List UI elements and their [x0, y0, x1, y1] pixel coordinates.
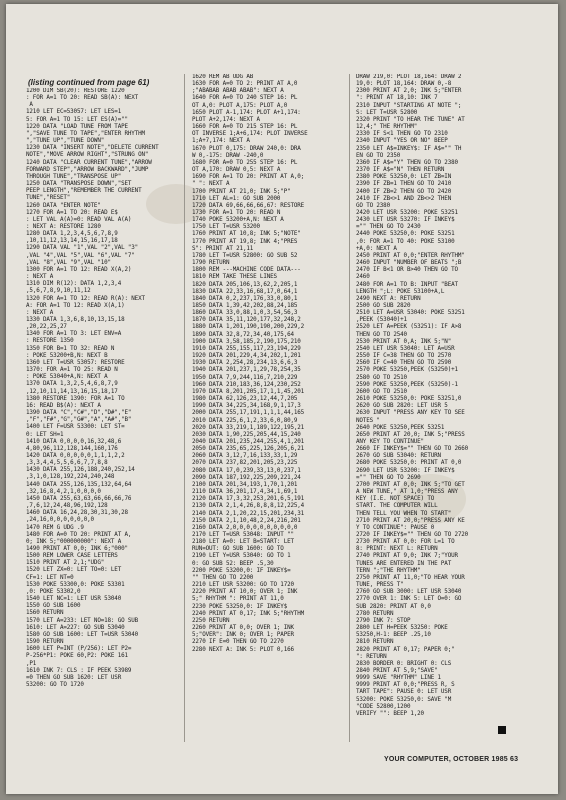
listing-line: ,0: FOR A=1 TO 40: POKE 53100: [356, 238, 455, 245]
listing-line: 1980 DATA 62,126,23,12,44,7,205: [192, 396, 298, 403]
listing-line: CF=1: LET NT=0: [26, 574, 74, 581]
listing-line: 2410 IF ZB<>1 AND ZB<>2 THEN: [356, 195, 452, 202]
listing-line: 1490 PRINT AT 0,0; INK 6;"000": [26, 546, 128, 552]
listing-line: 1220 DATA "LOAD TUNE FROM TAPE: [26, 123, 128, 130]
listing-line: ,3,1,0,128,192,224,240,248: [26, 474, 115, 481]
listing-line: "CODE 52800,1200: [356, 703, 411, 710]
listing-line: 2840 PRINT AT 5,9;"SAVE": [356, 667, 438, 674]
listing-line: 2130 DATA 2,1,4,26,8,8,8,12,225,4: [192, 503, 305, 510]
listing-line: 2110 DATA 36,201,17,4,34,1,69,1: [192, 489, 298, 496]
listing-line: : POKE 53200+B,N: NEXT B: [26, 352, 108, 359]
listing-line: P-256*P1: POKE 60,P2: POKE 161: [26, 653, 128, 660]
listing-line: 2700 PRINT AT 0,0; INK 5;"TO GET: [356, 481, 465, 488]
listing-line: 2310 INPUT "STARTING AT NOTE ";: [356, 102, 462, 109]
listing-line: 1370 DATA 1,3,2,5,4,6,8,7,9: [26, 381, 118, 388]
listing-line: 2320 PRINT "TO HEAR THE TUNE" AT: [356, 116, 465, 123]
listing-line: 2600 GO TO 2510: [356, 388, 407, 395]
listing-line: 2240 PRINT AT 0,17; INK 5;"RHYTHM: [192, 610, 305, 617]
listing-line: S": PRINT AT 21,11: [192, 245, 254, 252]
listing-line: 1390 DATA "C","C#","D","D#","E": [26, 410, 132, 417]
listing-line: 1720 DATA 69,66,66,66,67: RESTORE: [192, 202, 305, 209]
listing-line: 1320 FOR A=1 TO 12: READ R(A): NEXT: [26, 295, 145, 302]
column-divider: [349, 74, 350, 742]
listing-line: 1940 DATA 201,237,1,29,78,254,35: [192, 367, 301, 374]
column-divider: [184, 74, 185, 742]
listing-line: VERIFY "": BEEP 1,20: [356, 710, 424, 717]
listing-line: 2730 PRINT AT 0,0: FOR L=1 TO: [356, 539, 455, 546]
listing-line: 2710 PRINT AT 20,0;"PRESS ANY KE: [356, 517, 465, 524]
listing-line: 2010 DATA 225,6,1,2,33,6,0,80,9: [192, 417, 298, 424]
listing-line: 1660 FOR A=0 TO 215 STEP 16: PL: [192, 124, 298, 131]
listing-line: 5;"OVER": INK 0; OVER 1; PAPER: [192, 632, 294, 639]
listing-line: ,24,16,0,0,0,0,0,0,0: [26, 517, 94, 524]
listing-line: 1310 DIM R(12): DATA 1,2,3,4: [26, 281, 122, 288]
listing-line: 9999 PRINT AT 0,0;"PRESS R, S: [356, 682, 455, 689]
listing-line: "" THEN GO TO 2200: [192, 574, 254, 581]
listing-line: 1200 DIM SB(20): RESTORE 1220: [26, 88, 125, 94]
listing-line: GO TO 2380: [356, 202, 390, 209]
listing-line: EN GO TO 2350: [356, 152, 401, 159]
listing-line: ="" THEN GO TO 2690: [356, 474, 421, 481]
listing-line: 2810 RETURN: [356, 639, 394, 646]
listing-line: 1810 REM TAKE THESE LINES: [192, 274, 277, 281]
listing-line: 1950 DATA 7,9,244,116,7,210,229: [192, 374, 298, 381]
listing-line: 2100 DATA 201,34,193,1,70,1,201: [192, 481, 298, 488]
listing-line: 9999 SAVE "RHYTHM" LINE 1: [356, 675, 441, 682]
listing-line: 2120 DATA 17,3,32,253,201,6,5,191: [192, 496, 305, 503]
listing-line: 2210 LET USR 53200: GO TO 1720: [192, 582, 294, 589]
listing-line: 2250 RETURN: [192, 617, 230, 624]
listing-line: PLOT A+2,174: NEXT A: [192, 116, 260, 123]
listing-line: 2070 DATA 237,82,201,205,23,225: [192, 460, 298, 467]
listing-line: 1530 POKE 53300,0: POKE 53301: [26, 581, 125, 588]
listing-line: 1990 DATA 34,225,34,168,9,1,17,3: [192, 403, 301, 410]
listing-line: : POKE 53040+A,N: NEXT A: [26, 374, 108, 381]
listing-line: ","SAVE TUNE TO TAPE","ENTER RHYTHM: [26, 130, 145, 137]
listing-line: 1300 FOR A=1 TO 12: READ X(A,2): [26, 266, 132, 273]
listing-line: A: [26, 102, 33, 109]
listing-line: 2040 DATA 201,235,244,255,4,1,201: [192, 438, 305, 445]
listing-line: 1520 LET ZX=0: LET TO=0: LET: [26, 567, 122, 574]
listing-line: : FOR A=1 TO 20: READ SB(A): NEXT: [26, 95, 139, 102]
listing-line: ;"ABABAB ABAB ABAB": NEXT A: [192, 88, 284, 95]
listing-line: Y TO CONTINUE": PAUSE 0: [356, 524, 435, 531]
listing-line: 1330 DATA 1,3,6,8,10,13,15,18: [26, 317, 125, 323]
listing-line: ","TUNE UP","TUNE DOWN": [26, 138, 105, 145]
listing-line: 2330 IF S<1 THEN GO TO 2310: [356, 131, 448, 138]
listing-line: 2660 IF INKEY$="" THEN GO TO 2660: [356, 446, 469, 453]
listing-line: 2420 LET USR 53200: POKE 53251: [356, 209, 458, 216]
listing-line: 1690 FOR A=1 TO 20: PRINT AT A,0;: [192, 174, 305, 181]
listing-line: 2270 IF E=0 THEN GO TO 2270: [192, 639, 284, 646]
listing-line: 1210 LET EC=53057: LET LES=1: [26, 109, 122, 116]
listing-line: 2680 POKE 53250,0: PRINT AT 0,0: [356, 460, 462, 467]
listing-line: 1540 LET NC=1: LET USR 53040: [26, 596, 122, 603]
listing-line: 1360 LET T=USR 53057: RESTORE: [26, 359, 125, 366]
listing-line: 1280 DATA 1,2,3,4,5,6,7,8,9: [26, 231, 118, 238]
listing-line: OT INVERSE 1;A+6,174: PLOT INVERSE: [192, 131, 308, 138]
listing-line: 1680 FOR A=0 TO 255 STEP 16: PL: [192, 159, 298, 166]
listing-line: : NEXT A: [26, 309, 54, 316]
listing-line: 1250 DATA "TRANSPOSE DOWN","SET: [26, 181, 132, 188]
listing-line: 2590 POKE 53250,PEEK (53250)-1: [356, 381, 458, 388]
listing-line: 2630 INPUT "PRESS ANY KEY TO SEE: [356, 410, 465, 417]
listing-line: 2510 LET A=USR 53040: POKE 53251: [356, 310, 465, 317]
listing-line: 53250,H-1: BEEP .25,10: [356, 632, 431, 639]
listing-line: ,32,16,8,4,2,1,0,0,0,0: [26, 488, 101, 495]
listing-line: 2830 BORDER 0: BRIGHT 0: CLS: [356, 660, 452, 667]
listing-line: 1610 INK 7: CLS : IF PEEK 53989: [26, 667, 132, 674]
listing-line: 2380 POKE 53250,0: LET ZB=IN: [356, 174, 452, 181]
listing-line: 1560 RETURN: [26, 610, 64, 617]
listing-line: 1290 DATA VAL "1",VAL "2",VAL "3": [26, 245, 139, 252]
listing-line: 1610: LET A=227: GO SUB 53040: [26, 624, 125, 631]
listing-line: 1430 DATA 255,126,188,240,252,14: [26, 467, 135, 474]
listing-line: 0; INK 5;"000000000": NEXT A: [26, 538, 122, 545]
listing-line: 2180 LET A=0: LET B=START: LET: [192, 539, 294, 546]
listing-line: 1270 FOR A=1 TO 20: READ E$: [26, 209, 118, 216]
continued-note: (listing continued from page 61): [28, 78, 150, 87]
listing-line: 2030 DATA 1,90,225,205,44,15,240: [192, 431, 301, 438]
listing-line: ANY KEY TO CONTINUE": [356, 438, 424, 445]
listing-line: 1580 GO SUB 1600: LET T=USR 53040: [26, 631, 139, 638]
listing-line: 2540 LET USR 53040: LET A=USR: [356, 345, 455, 352]
listing-line: 2500 GO SUB 2820: [356, 303, 411, 309]
listing-line: NOTES ": [356, 417, 380, 424]
listing-line: 2160 DATA 2,0,0,0,0,0,0,0,0,0,0: [192, 524, 298, 531]
listing-line: 4,80,96,112,128,144,160,176: [26, 445, 118, 452]
listing-line: 1870 DATA 35,11,120,177,32,248,2: [192, 317, 301, 324]
listing-line: 2530 PRINT AT 0,A; INK 5;"N": [356, 338, 452, 345]
listing-line: ,5,6,7,8,9,10,11,12: [26, 288, 91, 295]
listing-line: 1600 LET P=INT (P/256): LET P2=: [26, 646, 132, 653]
listing-column-1: [26, 88, 176, 746]
listing-line: 2350 LET A$=INKEY$: IF A$="" TH: [356, 145, 462, 152]
listing-line: 1930 DATA 2,254,28,234,13,6,6,3: [192, 360, 298, 367]
listing-line: 1450 DATA 255,63,63,66,66,66,76: [26, 495, 132, 502]
listing-line: 2300 PRINT AT 2,0; INK 5;"ENTER: [356, 88, 462, 95]
listing-line: 1590 RETURN: [26, 639, 64, 646]
listing-line: 2750 PRINT AT 11,0;"TO HEAR YOUR: [356, 574, 465, 581]
listing-column-3: [356, 74, 516, 746]
listing-line: 1770 PRINT AT 19,8; INK 4;"PRES: [192, 238, 298, 245]
listing-line: ,10,11,12,13,14,15,16,17,18: [26, 238, 118, 245]
listing-line: ,3,3,4,4,5,5,6,6,7,7,8,8: [26, 460, 108, 467]
listing-line: SUB 2820: PRINT AT 0,0: [356, 603, 431, 610]
listing-line: ,12,10,11,14,13,16,15,18,17: [26, 388, 118, 395]
listing-line: 2790 INK 7: STOP: [356, 617, 411, 624]
listing-line: 2060 DATA 3,12,7,16,133,33,1,29: [192, 453, 298, 460]
listing-line: ,20,22,25,27: [26, 324, 67, 331]
listing-line: 2770 OVER 1: INK 5: LET O=0: GO: [356, 596, 462, 603]
listing-line: 2520 LET A=PEEK (53251): IF A>8: [356, 324, 462, 331]
listing-line: 2390 IF ZB=1 THEN GO TO 2410: [356, 181, 452, 188]
listing-line: 2280 NEXT A: INK 5: PLOT 0,166: [192, 646, 294, 653]
listing-line: : LET VAL A(A)=0: READ VAL A(A): [26, 216, 132, 223]
listing-line: 1880 DATA 1,201,190,190,200,229,2: [192, 324, 305, 331]
listing-line: S: LET T=USR 52800: [356, 109, 418, 116]
listing-line: 2570 POKE 53250,PEEK (53250)+1: [356, 367, 458, 374]
listing-line: 19,0: PLOT 18,164: DRAW 0,-8: [356, 81, 452, 88]
listing-line: 2580 GO TO 2510: [356, 374, 407, 381]
listing-line: 8: PRINT: NEXT L: RETURN: [356, 546, 438, 553]
listing-line: 1440 DATA 255,126,135,132,64,64: [26, 481, 132, 488]
listing-line: 1420 DATA 0,0,0,0,0,1,1,1,2,2: [26, 452, 125, 459]
listing-line: 1480 FOR A=0 TO 20: PRINT AT A,: [26, 531, 132, 538]
listing-line: 2050 DATA 235,65,225,126,205,6,21: [192, 446, 305, 453]
listing-line: 2370 IF A$="N" THEN RETURN: [356, 167, 445, 174]
listing-line: TUNE","RESET": [26, 195, 71, 202]
listing-line: 1630 FOR A=0 TO 2: PRINT AT A,0: [192, 81, 298, 88]
listing-line: PEEP LENGTH","REMEMBER THE CURRENT: [26, 188, 142, 195]
listing-line: 2440 POKE 53250,0: POKE 53251: [356, 231, 455, 238]
listing-line: DRAW 219,0: PLOT 18,164: DRAW 2: [356, 74, 462, 80]
listing-line: 2080 DATA 17,0,239,33,13,0,237,1: [192, 467, 301, 474]
listing-line: 2000 DATA 255,17,191,1,1,1,44,165: [192, 410, 305, 417]
listing-line: 1750 LET T=USR 53200: [192, 224, 260, 231]
listing-line: 1910 DATA 255,155,117,23,194,229: [192, 345, 301, 352]
listing-line: KEY (I.E. NOT SPACE) TO: [356, 496, 435, 503]
listing-line: NOTE","MOVE ARROW RIGHT","STRUNG ON": [26, 152, 149, 159]
listing-line: 1830 DATA 22,33,16,68,17,0,64,1: [192, 288, 298, 295]
listing-line: OT A,0: PLOT A,175: PLOT A,0: [192, 102, 288, 109]
listing-line: 1790 RETURN: [192, 260, 230, 267]
listing-line: 2170 LET T=USR 53048: INPUT "": [192, 532, 294, 538]
listing-line: 1510 PRINT AT 2,1;"UDG": [26, 560, 105, 567]
listing-line: 2490 NEXT A: RETURN: [356, 295, 421, 302]
listing-line: +A,0: NEXT A: [356, 245, 397, 252]
listing-line: A NEW TUNE," AT 1,0;"PRESS ANY: [356, 489, 458, 496]
end-of-listing-mark: [498, 726, 506, 734]
listing-line: 16: READ B$(A): NEXT A: [26, 402, 101, 409]
listing-line: 2550 IF C=38 THEN GO TO 2570: [356, 353, 452, 360]
listing-line: 1920 DATA 201,229,4,34,202,1,201: [192, 353, 301, 360]
listing-line: ,VAL "8",VAL "9",VAL "10": [26, 259, 111, 266]
listing-line: 1550 GO SUB 1600: [26, 603, 81, 610]
listing-line: 2610 POKE 53250,0: POKE 53251,0: [356, 396, 462, 403]
listing-line: 1410 DATA 0,0,0,0,16,32,48,6: [26, 438, 122, 445]
listing-line: 1640 FOR A=0 TO 240 STEP 16: PL: [192, 95, 298, 102]
listing-line: ="" THEN GO TO 2430: [356, 224, 421, 231]
listing-line: ": RETURN: [356, 653, 387, 660]
listing-line: 1500 REM LOWER CASE LETTERS: [26, 553, 118, 560]
listing-line: 2430 LET USR 53270: IF INKEY$: [356, 217, 455, 224]
listing-line: 1850 DATA 1,39,42,202,88,24,185: [192, 303, 298, 309]
listing-line: " ": NEXT A: [192, 181, 230, 188]
listing-line: 1890 DATA 32,8,72,34,40,175,64: [192, 331, 294, 338]
listing-line: 2020 DATA 33,219,1,189,122,195,21: [192, 424, 305, 431]
listing-line: 2780 RETURN: [356, 610, 394, 617]
listing-line: TERN ";"THE RHYTHM": [356, 567, 421, 574]
listing-line: 2670 GO SUB 53040: RETURN: [356, 453, 441, 460]
listing-line: 1740 POKE 53200+A,N: NEXT A: [192, 217, 284, 224]
listing-line: : RESTORE 1350: [26, 338, 74, 345]
listing-line: 1670 PLOT 0,175: DRAW 240,0: DRA: [192, 145, 301, 152]
listing-line: 1230 DATA "INSERT NOTE","DELETE CURRENT: [26, 145, 159, 152]
listing-line: : NEXT A: RESTORE 1280: [26, 223, 101, 230]
listing-line: 2800 LET H=PEEK 53250: POKE: [356, 625, 448, 632]
listing-line: 53200: POKE 53250,0: SAVE "M: [356, 696, 452, 703]
listing-line: 1350 FOR B=1 TO 32: READ N: [26, 345, 115, 352]
listing-line: 2400 IF ZB=2 THEN GO TO 2420: [356, 188, 452, 195]
listing-line: 2690 LET USR 53200: IF INKEY$: [356, 467, 455, 474]
listing-line: 1780 LET T=USR 52800: GO SUB 52: [192, 252, 298, 259]
listing-line: 1710 LET AL=1: GO SUB 2000: [192, 195, 281, 202]
listing-line: 1380 RESTORE 1390: FOR A=1 TO: [26, 395, 125, 402]
listing-line: TUNE, PRESS T": [356, 582, 404, 589]
listing-line: 1620 REM AB UDG AB: [192, 74, 254, 80]
listing-line: 1370: FOR A=1 TO 25: READ N: [26, 367, 118, 374]
listing-line: ,0: POKE 53302,0: [26, 588, 81, 595]
listing-line: TUNES ARE ENTERED IN THE PAT: [356, 560, 452, 567]
listing-line: 2760 GO SUB 3000: LET USR 53040: [356, 589, 462, 596]
listing-line: THROUGH TUNE","TRANSPOSE UP": [26, 173, 122, 180]
listing-line: 1900 DATA 3,58,185,2,190,175,210: [192, 338, 301, 345]
listing-line: 1;A+7,174: NEXT A: [192, 138, 250, 145]
listing-line: 2480 FOR A=1 TO B: INPUT "BEAT: [356, 281, 462, 288]
listing-line: 2650 PRINT AT 20,0; INK 5;"PRESS: [356, 431, 465, 438]
magazine-page: [6, 4, 558, 794]
listing-line: ,VAL "4",VAL "5",VAL "6",VAL "7": [26, 252, 135, 259]
listing-line: 2140 DATA 2,1,20,22,15,201,234,31: [192, 510, 305, 517]
listing-line: 2740 PRINT AT 9,0; INK 7;"YOUR: [356, 553, 458, 560]
listing-line: 0: GO SUB 52: BEEP .5,30: [192, 560, 274, 567]
listing-line: 1970 DATA 8,201,205,17,1,1,45,201: [192, 388, 305, 395]
listing-line: 1650 PLOT A-1,174: PLOT A+1,174:: [192, 109, 301, 116]
listing-line: 2460: [356, 274, 370, 281]
listing-line: 2470 IF B<1 OR B>40 THEN GO TO: [356, 267, 458, 274]
listing-line: W 0,-175: DRAW -240,0: [192, 152, 264, 159]
listing-line: 53200: GO TO 1720: [26, 681, 84, 688]
listing-line: 1240 DATA "CLEAR CURRENT TUNE","ARROW: [26, 159, 152, 166]
listing-line: 2460 INPUT "NUMBER OF BEATS ";B: [356, 260, 462, 267]
listing-line: 2200 POKE 53200,0: IF INKEY$=: [192, 567, 291, 574]
listing-line: 1340 FOR A=1 TO 3: LET ENV=A: [26, 331, 122, 338]
listing-line: 2450 PRINT AT 0,0;"ENTER RHYTHM": [356, 252, 465, 259]
listing-column-2: [192, 74, 344, 746]
listing-line: 2090 DATA 187,192,225,209,221,24: [192, 474, 301, 481]
listing-line: 1840 DATA 0,2,237,176,33,0,80,1: [192, 295, 298, 302]
listing-line: 1460 DATA 16,24,28,30,31,30,28: [26, 510, 128, 517]
listing-line: THEN GO TO 2540: [356, 331, 407, 338]
listing-line: 12,4;" THE RHYTHM": [356, 124, 418, 131]
listing-line: RUN=OUT: GO SUB 1600: GO TO: [192, 546, 284, 553]
listing-line: TART TAPE": PAUSE 0: LET USR: [356, 689, 452, 696]
listing-line: 2190 LET Y=USR 53040: GO TO 1: [192, 553, 291, 560]
listing-line: 2560 IF C=40 THEN GO TO 2590: [356, 360, 452, 367]
listing-line: 1700 PRINT AT 21,0; INK 5;"P": [192, 188, 291, 195]
listing-line: 1960 DATA 210,183,36,124,230,252: [192, 381, 301, 388]
listing-line: 1800 REM ---MACHINE CODE DATA---: [192, 267, 301, 274]
listing-line: START. THE COMPUTER WILL: [356, 503, 438, 510]
listing-line: 2220 PRINT AT 10,0; OVER 1; INK: [192, 589, 298, 596]
listing-line: 1470 REM G UDG .9: [26, 524, 84, 531]
listing-line: ,"F","F#","G","G#","A","A#","B": [26, 417, 132, 424]
listing-line: 1820 DATA 205,106,13,62,2,205,1: [192, 281, 298, 288]
listing-line: 1260 DATA "ENTER NOTE": [26, 202, 101, 209]
listing-line: A: FOR A=1 TO 12: READ X(A,1): [26, 302, 125, 309]
listing-line: 1860 DATA 33,0,88,1,0,3,54,56,3: [192, 310, 298, 317]
listing-line: THEN TELL YOU WHEN TO START": [356, 510, 452, 517]
listing-line: 5: FOR A=1 TO 15: LET ES(A)="": [26, 116, 128, 123]
listing-line: LENGTH ";L: POKE 53100+A,L: [356, 288, 445, 295]
listing-line: OT A,170: DRAW 0,5: NEXT A: [192, 167, 281, 174]
listing-line: 2230 POKE 53250,0: IF INKEY$: [192, 603, 288, 610]
listing-line: 1760 PRINT AT 10,8; INK 5;"NOTE": [192, 231, 301, 238]
listing-line: 1730 FOR A=1 TO 20: READ N: [192, 209, 281, 216]
listing-line: 2820 PRINT AT 0,17; PAPER 0;": [356, 646, 455, 653]
listing-line: : NEXT A: [26, 274, 54, 281]
listing-line: 2720 IF INKEY$="" THEN GO TO 2720: [356, 532, 469, 538]
listing-line: 1570 LET A=233: LET NO=18: GO SUB: [26, 617, 139, 624]
listing-line: FORWARD STEP","ARROW BACKWARD","JUMP: [26, 166, 149, 173]
listing-line: ,P1: [26, 660, 37, 667]
listing-line: 2260 PRINT AT 0,0; OVER 1; INK: [192, 625, 294, 632]
listing-line: ": PRINT AT 18,10: INK 7: [356, 95, 438, 102]
listing-line: 1400 LET F=USR 53300: LET ST=: [26, 424, 125, 431]
listing-line: 0: LET SH=1: [26, 431, 64, 438]
listing-line: =0 THEN GO SUB 1620: LET USR: [26, 674, 122, 681]
listing-line: ,PEEK (53040)+1: [356, 317, 407, 324]
page-footer: YOUR COMPUTER, OCTOBER 1985 63: [384, 756, 519, 763]
listing-line: 2150 DATA 2,1,10,48,2,24,216,201: [192, 517, 301, 524]
listing-line: 2620 GO SUB 2820: LET USR 5: [356, 403, 448, 410]
listing-line: 2360 IF A$="Y" THEN GO TO 2380: [356, 159, 458, 166]
listing-line: 2340 INPUT "YES OR NO" BEEP: [356, 138, 448, 145]
listing-line: ,7,6,12,24,48,96,192,128: [26, 503, 108, 510]
listing-line: 5;" RHYTHM ": PRINT AT 11,0: [192, 596, 284, 603]
listing-line: 2640 POKE 53250,PEEK 53251: [356, 424, 445, 431]
